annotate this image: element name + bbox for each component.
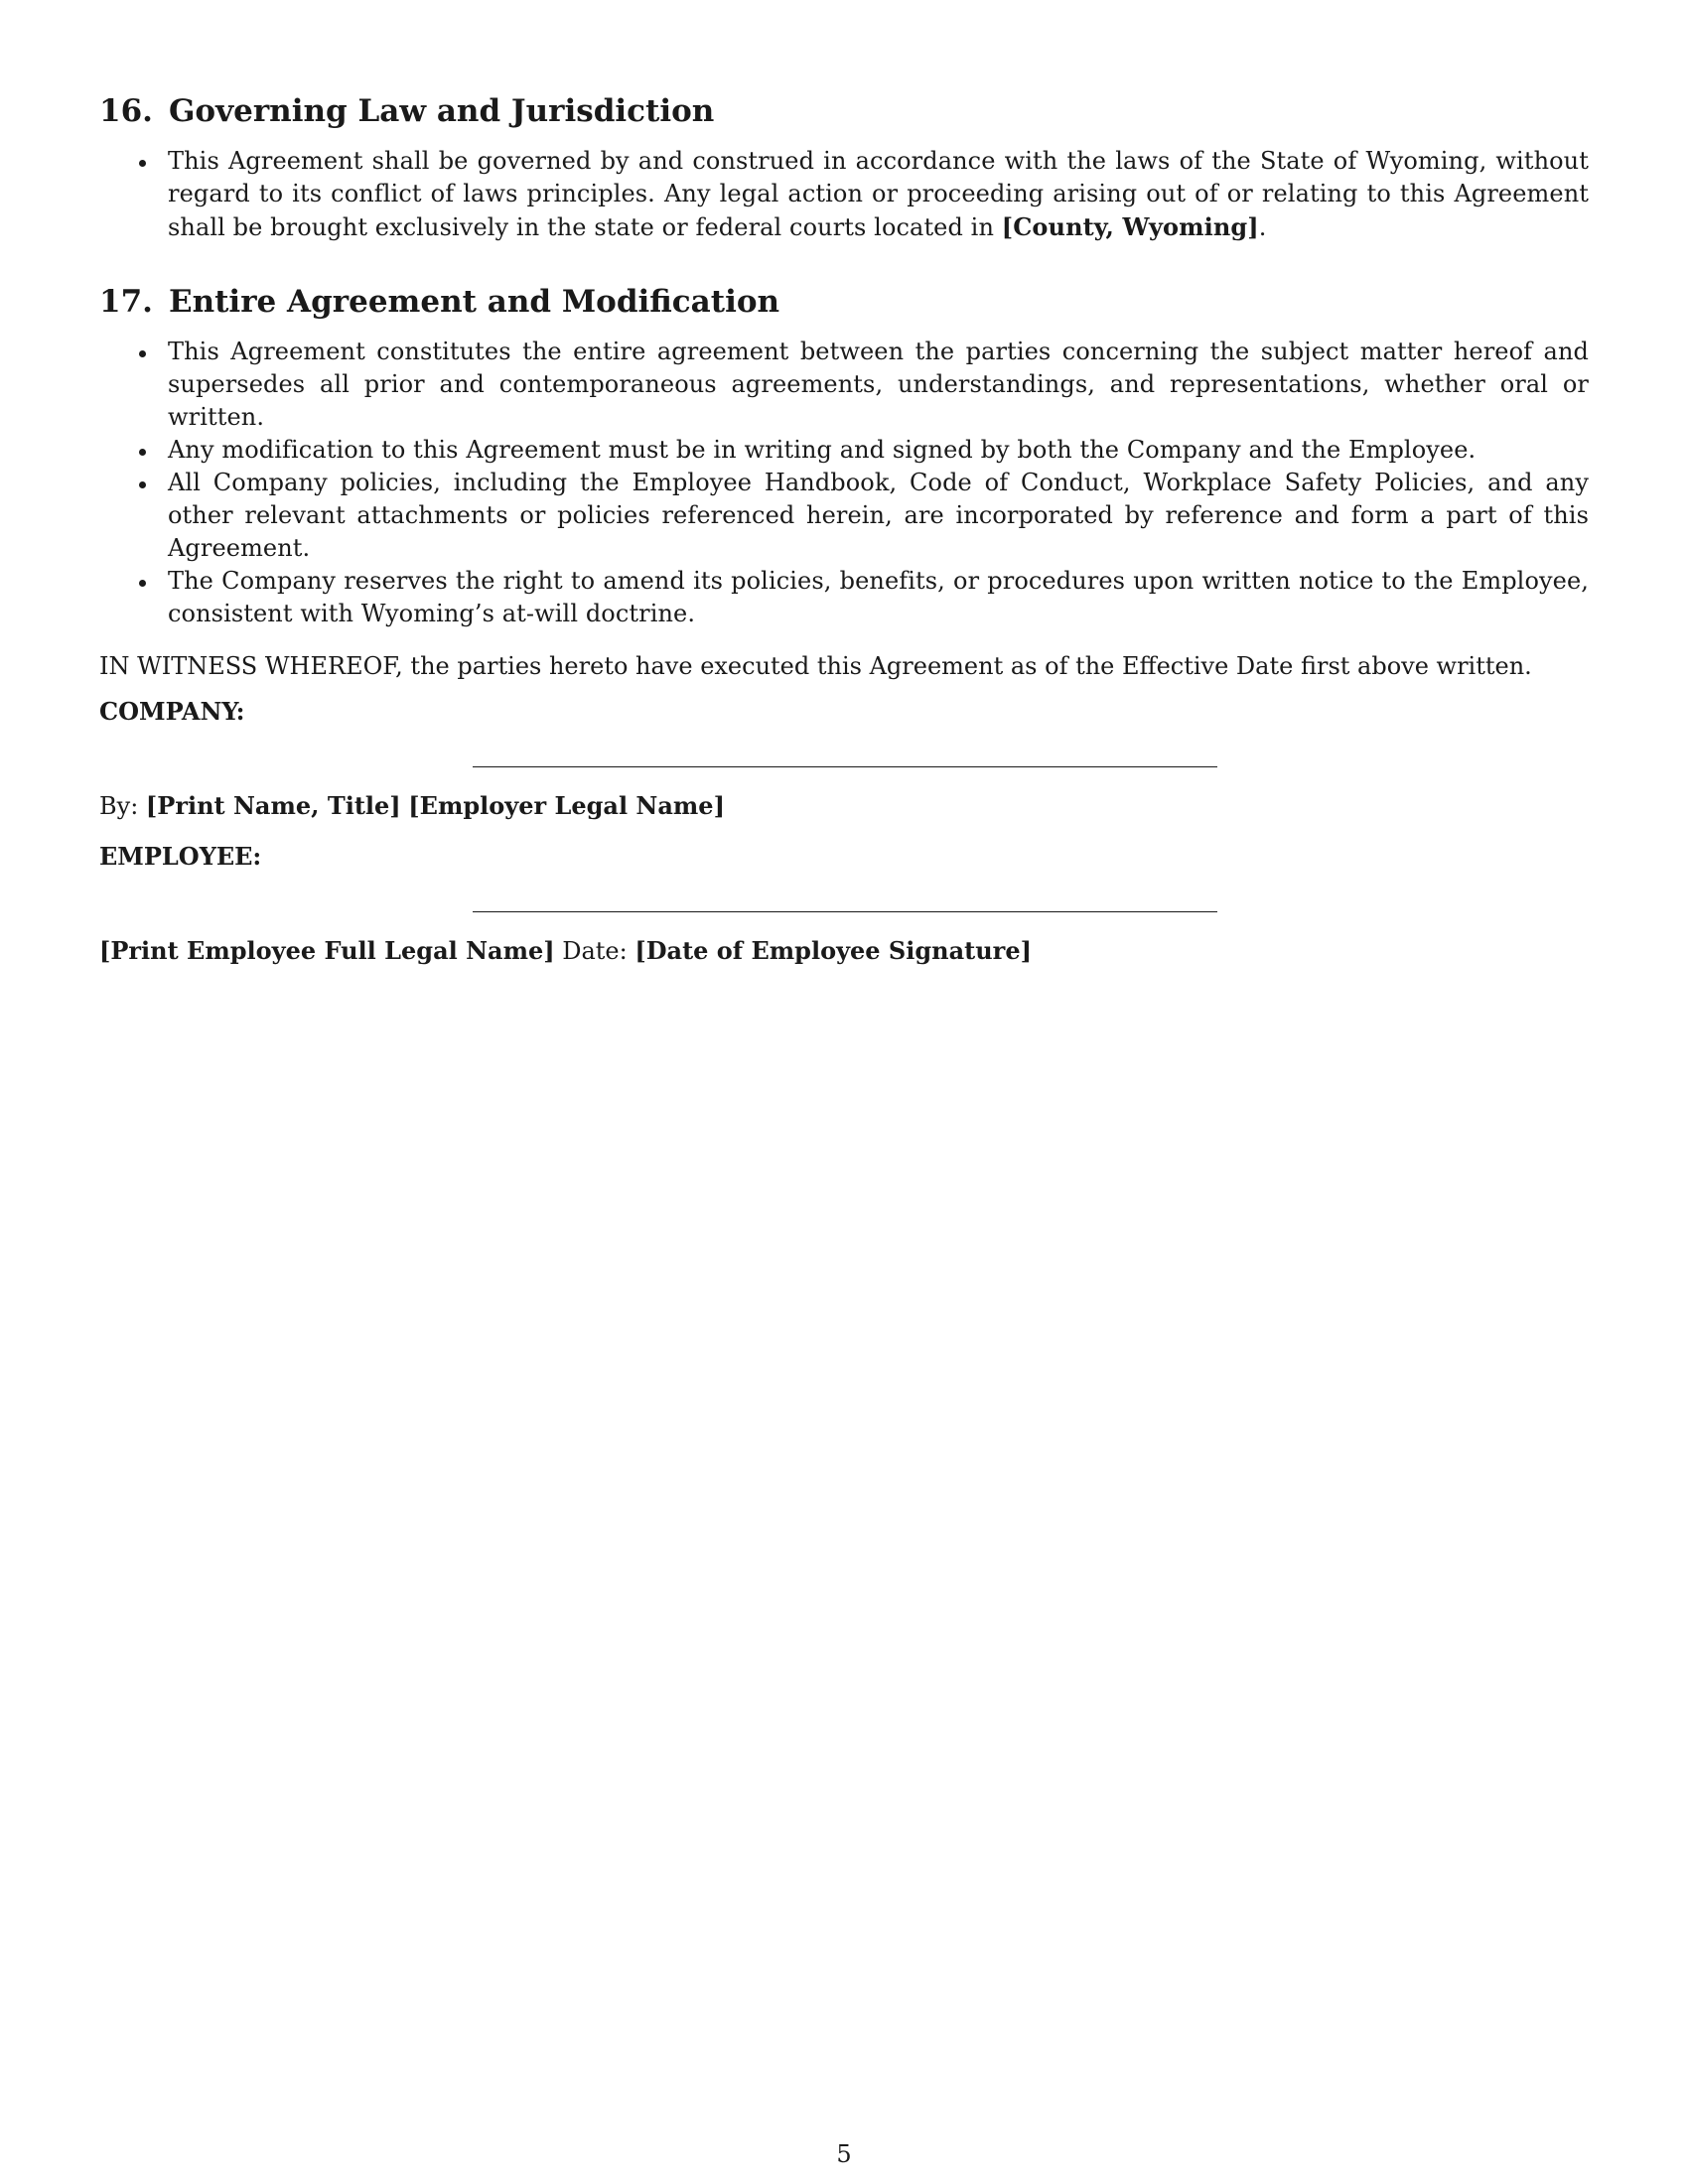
section-title: Entire Agreement and Modification [168,284,780,320]
list-item [99,145,1589,244]
by-prefix: By: [99,792,146,820]
list-item [99,467,1589,565]
print-name-title-placeholder: [Print Name, Title] [145,791,401,820]
section-entire-agreement [99,282,1589,630]
company-signature-line[interactable] [473,766,1217,767]
county-placeholder: [County, Wyoming] [1001,212,1259,241]
bullet-list [99,336,1589,630]
date-prefix: Date: [554,937,635,965]
bullet-text: This Agreement shall be governed by and construed in accordance with the laws of the State of Wyoming, without regard to its conflict of laws principles. Any legal action or proceeding arising out of or relating to this Agreement shall be brought exclusively in the state or federal courts located in [168,147,1589,241]
bullet-text: This Agreement constitutes the entire agreement between the parties concerning the subject matter hereof and supersedes all prior and contemporaneous agreements, understandings, and representations, whether oral or written. [168,338,1589,431]
bullet-icon [139,160,146,167]
employee-signature-block [99,840,1589,968]
employee-signature-line[interactable] [473,911,1217,912]
bullet-text: All Company policies, including the Employee Handbook, Code of Conduct, Workplace Safety Policies, and any other relevant attachments or policies referenced herein, are incorporated by reference and form a part of this Agreement. [168,469,1589,562]
section-number: 17. [99,284,153,320]
list-item [99,565,1589,630]
bullet-text: The Company reserves the right to amend its policies, benefits, or procedures upon written notice to the Employee, consistent with Wyoming’s at-will doctrine. [168,567,1589,627]
section-heading [99,91,1589,131]
company-label: COMPANY: [99,697,245,726]
date-of-signature-placeholder: [Date of Employee Signature] [634,936,1032,965]
section-governing-law [99,91,1589,244]
company-signer-line [99,789,1589,823]
employee-full-name-placeholder: [Print Employee Full Legal Name] [99,936,555,965]
employer-legal-name-placeholder: [Employer Legal Name] [408,791,725,820]
document-page [99,91,1589,968]
section-title: Governing Law and Jurisdiction [168,93,715,129]
bullet-icon [139,350,146,357]
list-item [99,434,1589,467]
bullet-text: Any modification to this Agreement must be in writing and signed by both the Company and the Employee. [168,436,1477,464]
bullet-icon [139,481,146,488]
bullet-text-end: . [1258,213,1267,241]
bullet-icon [139,449,146,456]
page-number: 5 [836,2140,852,2168]
section-number: 16. [99,93,153,129]
employee-signer-line [99,934,1589,968]
bullet-list [99,145,1589,244]
section-heading [99,282,1589,322]
company-signature-block [99,695,1589,823]
list-item [99,336,1589,434]
witness-statement: IN WITNESS WHEREOF, the parties hereto have executed this Agreement as of the Effective Date first above written. [99,652,1532,680]
bullet-icon [139,580,146,587]
employee-label: EMPLOYEE: [99,842,262,871]
